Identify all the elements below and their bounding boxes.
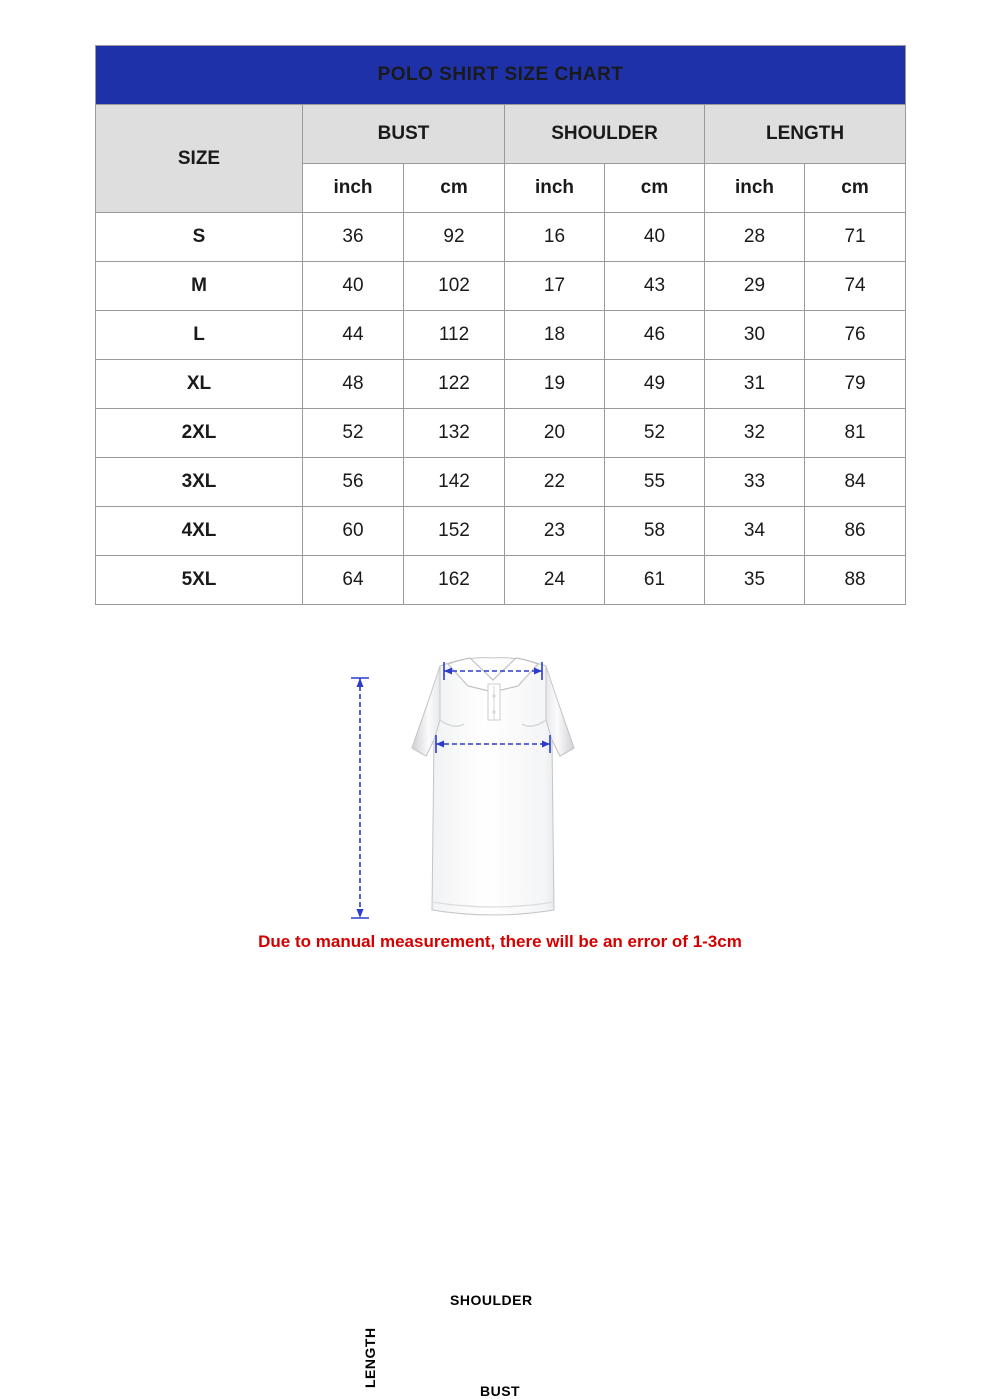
cell-length-inch: 31 [705,360,805,409]
cell-length-inch: 35 [705,556,805,605]
table-row [96,360,906,409]
cell-length-cm: 74 [805,262,906,311]
size-chart-table [95,45,906,605]
unit-shoulder-cm: cm [605,164,705,213]
cell-shoulder-inch: 18 [505,311,605,360]
cell-length-cm: 86 [805,507,906,556]
header-length: LENGTH [705,105,906,164]
cell-bust-cm: 102 [404,262,505,311]
cell-bust-cm: 152 [404,507,505,556]
cell-size: 4XL [96,507,303,556]
cell-shoulder-cm: 61 [605,556,705,605]
cell-bust-cm: 132 [404,409,505,458]
cell-bust-inch: 64 [303,556,404,605]
cell-bust-cm: 112 [404,311,505,360]
header-size: SIZE [96,105,303,213]
cell-shoulder-cm: 40 [605,213,705,262]
label-bust: BUST [480,1383,521,1399]
cell-length-cm: 81 [805,409,906,458]
page-title: POLO SHIRT SIZE CHART [96,46,906,105]
column-header-row [96,105,906,164]
cell-shoulder-inch: 16 [505,213,605,262]
cell-length-cm: 71 [805,213,906,262]
table-row [96,262,906,311]
cell-shoulder-inch: 23 [505,507,605,556]
cell-length-cm: 76 [805,311,906,360]
label-shoulder: SHOULDER [450,1292,533,1308]
cell-size: 5XL [96,556,303,605]
unit-bust-cm: cm [404,164,505,213]
cell-shoulder-cm: 43 [605,262,705,311]
cell-length-inch: 28 [705,213,805,262]
cell-length-cm: 84 [805,458,906,507]
table-row [96,458,906,507]
cell-length-inch: 30 [705,311,805,360]
unit-length-cm: cm [805,164,906,213]
cell-bust-cm: 92 [404,213,505,262]
cell-size: 3XL [96,458,303,507]
cell-bust-inch: 52 [303,409,404,458]
cell-shoulder-cm: 58 [605,507,705,556]
length-measure-line [340,668,380,928]
cell-bust-inch: 44 [303,311,404,360]
cell-shoulder-cm: 46 [605,311,705,360]
cell-bust-inch: 56 [303,458,404,507]
unit-length-inch: inch [705,164,805,213]
cell-bust-inch: 40 [303,262,404,311]
cell-shoulder-inch: 24 [505,556,605,605]
label-length: LENGTH [362,1327,378,1388]
cell-shoulder-inch: 20 [505,409,605,458]
cell-size: L [96,311,303,360]
chart-title-row [96,46,906,105]
cell-bust-cm: 122 [404,360,505,409]
cell-shoulder-cm: 49 [605,360,705,409]
cell-length-inch: 34 [705,507,805,556]
cell-size: 2XL [96,409,303,458]
polo-shirt-illustration [378,628,608,918]
cell-bust-inch: 48 [303,360,404,409]
table-row [96,409,906,458]
table-row [96,507,906,556]
table-row [96,213,906,262]
header-bust: BUST [303,105,505,164]
cell-bust-inch: 60 [303,507,404,556]
cell-length-inch: 33 [705,458,805,507]
cell-length-cm: 88 [805,556,906,605]
cell-length-inch: 29 [705,262,805,311]
size-chart-container [95,45,905,605]
cell-shoulder-inch: 19 [505,360,605,409]
cell-shoulder-cm: 55 [605,458,705,507]
cell-bust-cm: 142 [404,458,505,507]
cell-bust-inch: 36 [303,213,404,262]
cell-bust-cm: 162 [404,556,505,605]
cell-length-inch: 32 [705,409,805,458]
header-shoulder: SHOULDER [505,105,705,164]
cell-size: M [96,262,303,311]
table-row [96,556,906,605]
unit-bust-inch: inch [303,164,404,213]
cell-shoulder-cm: 52 [605,409,705,458]
cell-length-cm: 79 [805,360,906,409]
cell-size: XL [96,360,303,409]
unit-shoulder-inch: inch [505,164,605,213]
cell-shoulder-inch: 22 [505,458,605,507]
table-row [96,311,906,360]
cell-shoulder-inch: 17 [505,262,605,311]
measurement-note: Due to manual measurement, there will be an error of 1-3cm [258,932,742,951]
cell-size: S [96,213,303,262]
